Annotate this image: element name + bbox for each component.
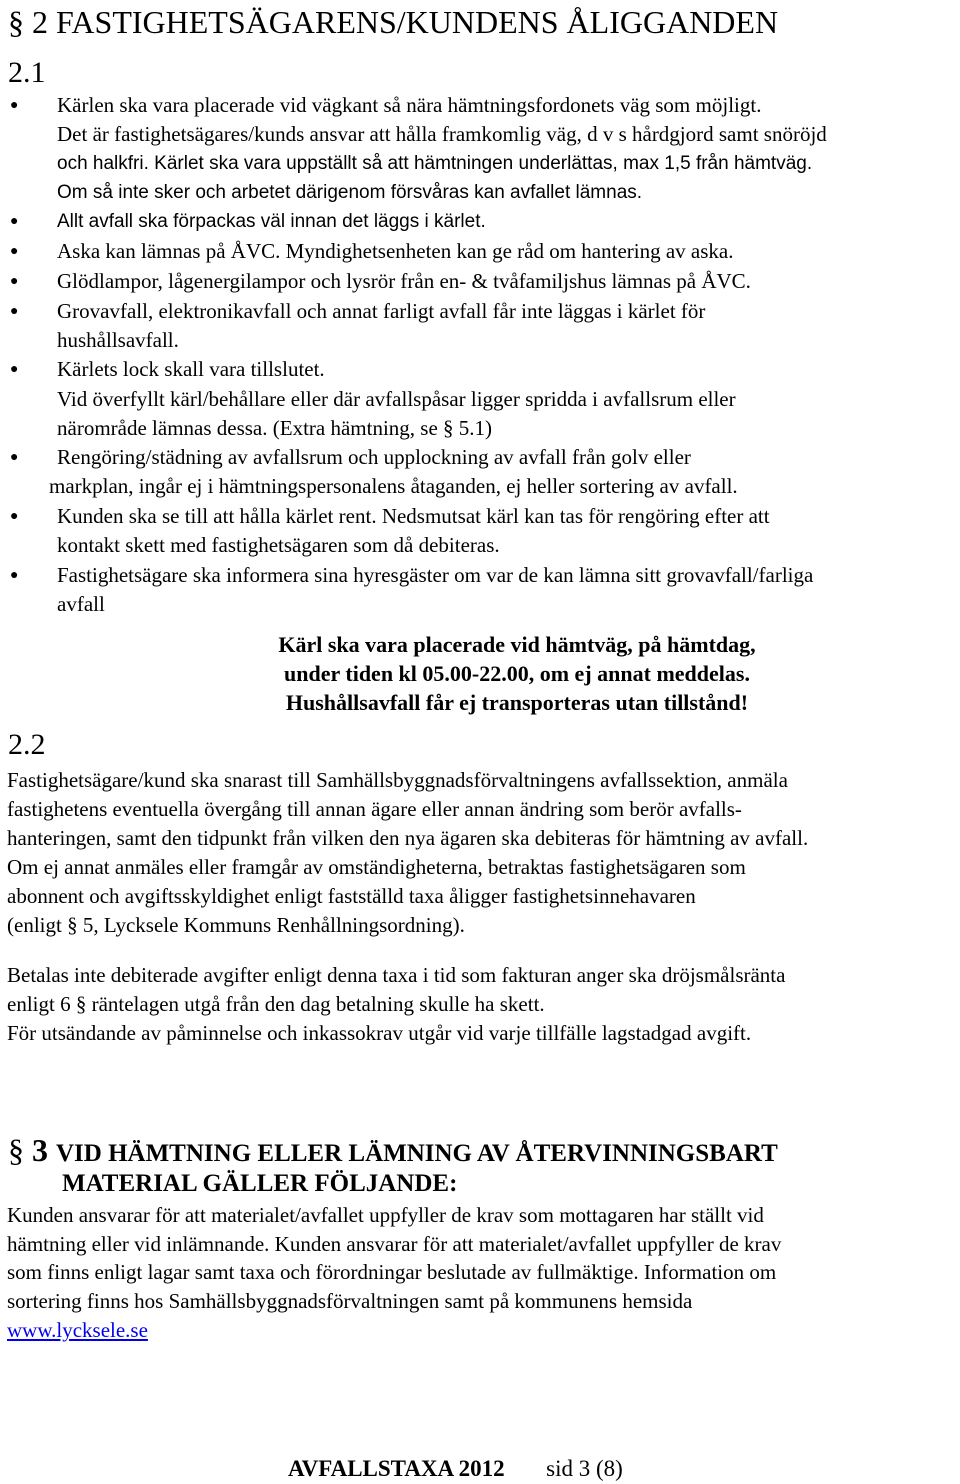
website-link[interactable]: www.lycksele.se — [7, 1318, 148, 1342]
list-item-line: och halkfri. Kärlet ska vara uppställt så att hämtningen underlättas, max 1,5 från hämtväg. — [57, 153, 813, 174]
list-item-line: hushållsavfall. — [57, 328, 179, 352]
paragraph-line: hämtning eller vid inlämnande. Kunden ansvarar för att materialet/avfallet uppfyller de krav — [7, 1232, 782, 1256]
bullet-marker: ● — [10, 214, 19, 229]
subsection-2-2-label: 2.2 — [8, 728, 46, 761]
paragraph-line: Betalas inte debiterade avgifter enligt denna taxa i tid som fakturan anger ska dröjsmålsränta — [7, 963, 786, 987]
notice-line: under tiden kl 05.00-22.00, om ej annat meddelas. — [284, 661, 750, 686]
section-2-title: FASTIGHETSÄGARENS/KUNDENS ÅLIGGANDEN — [56, 4, 779, 40]
paragraph-line: enligt 6 § räntelagen utgå från den dag betalning skulle ha skett. — [7, 992, 545, 1016]
bullet-marker: ● — [10, 509, 19, 524]
section-2-number: 2 — [32, 4, 48, 40]
section-3-title-line1: VID HÄMTNING ELLER LÄMNING AV ÅTERVINNINGSBART — [56, 1140, 778, 1167]
section-3-number: 3 — [32, 1132, 48, 1168]
list-item-line: Allt avfall ska förpackas väl innan det läggs i kärlet. — [57, 211, 486, 232]
paragraph-line: Fastighetsägare/kund ska snarast till Samhällsbyggnadsförvaltningens avfallssektion, anmäla — [7, 768, 788, 792]
list-item-line: Aska kan lämnas på ÅVC. Myndighetsenheten kan ge råd om hantering av aska. — [57, 239, 734, 263]
bullet-marker: ● — [10, 362, 19, 377]
list-item-line: Glödlampor, lågenergilampor och lysrör från en- & tvåfamiljshus lämnas på ÅVC. — [57, 269, 751, 293]
bullet-marker: ● — [10, 450, 19, 465]
section-3-heading — [8, 1132, 778, 1172]
list-item-line: Kärlets lock skall vara tillslutet. — [57, 357, 325, 381]
paragraph-line: Om ej annat anmäles eller framgår av omständigheterna, betraktas fastighetsägaren som — [7, 855, 746, 879]
paragraph-line: abonnent och avgiftsskyldighet enligt fastställd taxa åligger fastighetsinnehavaren — [7, 884, 696, 908]
list-item-line: Rengöring/städning av avfallsrum och upplockning av avfall från golv eller — [57, 445, 691, 469]
list-item-line: markplan, ingår ej i hämtningspersonalens åtaganden, ej heller sortering av avfall. — [49, 474, 738, 498]
list-item-line: Om så inte sker och arbetet därigenom försvåras kan avfallet lämnas. — [57, 182, 643, 203]
footer-title: AVFALLSTAXA 2012 — [288, 1456, 505, 1481]
bullet-marker: ● — [10, 568, 19, 583]
section-symbol: § — [8, 1132, 24, 1168]
paragraph-line: (enligt § 5, Lycksele Kommuns Renhållningsordning). — [7, 913, 465, 937]
section-3-title-line2: MATERIAL GÄLLER FÖLJANDE: — [62, 1170, 458, 1197]
list-item-line: Grovavfall, elektronikavfall och annat farligt avfall får inte läggas i kärlet för — [57, 299, 706, 323]
list-item-line: Vid överfyllt kärl/behållare eller där avfallspåsar ligger spridda i avfallsrum eller — [57, 387, 736, 411]
section-symbol: § — [8, 4, 24, 40]
list-item-line: närområde lämnas dessa. (Extra hämtning, se § 5.1) — [57, 416, 493, 440]
paragraph-line: som finns enligt lagar samt taxa och förordningar beslutade av fullmäktige. Information om — [7, 1260, 777, 1284]
subsection-2-1-label: 2.1 — [8, 56, 46, 89]
bullet-marker: ● — [10, 244, 19, 259]
footer-page-number: sid 3 (8) — [546, 1456, 623, 1481]
list-item-line: Kunden ska se till att hålla kärlet rent. Nedsmutsat kärl kan tas för rengöring efter att — [57, 504, 770, 528]
paragraph-line: sortering finns hos Samhällsbyggnadsförvaltningen samt på kommunens hemsida — [7, 1289, 693, 1313]
list-item-line: Fastighetsägare ska informera sina hyresgäster om var de kan lämna sitt grovavfall/farliga — [57, 563, 814, 587]
notice-line: Kärl ska vara placerade vid hämtväg, på hämtdag, — [278, 632, 756, 657]
paragraph-line: För utsändande av påminnelse och inkassokrav utgår vid varje tillfälle lagstadgad avgift. — [7, 1021, 752, 1045]
list-item-line: Kärlen ska vara placerade vid vägkant så nära hämtningsfordonets väg som möjligt. — [57, 93, 762, 117]
list-item-line: Det är fastighetsägares/kunds ansvar att hålla framkomlig väg, d v s hårdgjord samt snöröjd — [57, 122, 827, 146]
section-2-heading — [8, 4, 778, 40]
bullet-marker: ● — [10, 274, 19, 289]
list-item-line: avfall — [57, 592, 105, 616]
paragraph-line: hanteringen, samt den tidpunkt från vilken den nya ägaren ska debiteras för hämtning av avfall. — [7, 826, 809, 850]
notice-line: Hushållsavfall får ej transporteras utan tillstånd! — [285, 690, 749, 715]
list-item-line: kontakt skett med fastighetsägaren som då debiteras. — [57, 533, 500, 557]
paragraph-line: fastighetens eventuella övergång till annan ägare eller annan ändring som berör avfalls- — [7, 797, 742, 821]
bullet-marker: ● — [10, 98, 19, 113]
bullet-marker: ● — [10, 304, 19, 319]
page-footer — [288, 1454, 623, 1483]
paragraph-line: Kunden ansvarar för att materialet/avfallet uppfyller de krav som mottagaren har ställt vid — [7, 1203, 764, 1227]
